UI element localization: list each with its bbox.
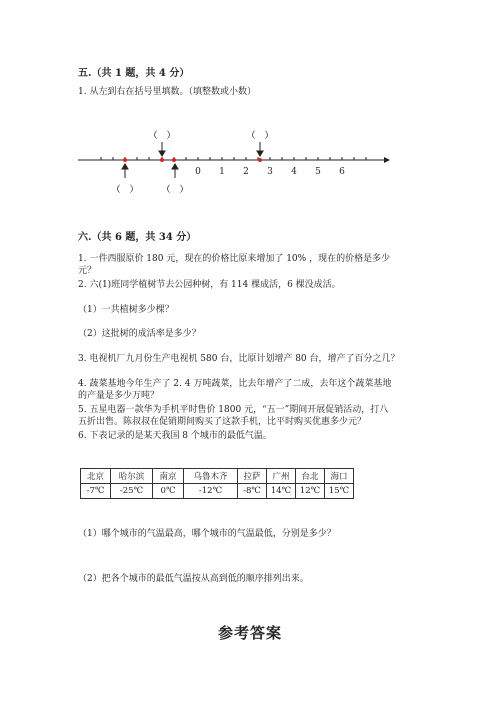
number-line-blank: （ ） [161, 185, 189, 195]
table-cell: -8℃ [238, 484, 267, 499]
svg-text:5: 5 [315, 167, 321, 177]
question-6-6-sub2: （2）把各个城市的最低气温按从高到低的顺序排列出来。 [78, 574, 309, 584]
number-line-blank: （ ） [148, 131, 176, 141]
question-6-2-sub1: （1）一共植树多少棵？ [78, 305, 174, 315]
svg-text:0: 0 [195, 167, 201, 177]
question-6-6: 6. 下表记录的是某天我国 8 个城市的最低气温。 [78, 431, 272, 441]
section-5-heading: 五.（共 1 题，共 4 分） [78, 68, 190, 79]
svg-text:1: 1 [219, 167, 225, 177]
question-6-1-line2: 元？ [78, 266, 97, 276]
table-cell: 南京 [153, 469, 184, 484]
table-cell: 0℃ [153, 484, 184, 499]
number-line-arrowhead [384, 157, 390, 163]
number-line-blank: （ ） [111, 185, 139, 195]
table-cell: -25℃ [111, 484, 153, 499]
svg-text:4: 4 [291, 167, 297, 177]
table-cell: -7℃ [81, 484, 111, 499]
section-6-heading: 六.（共 6 题，共 34 分） [78, 232, 197, 243]
question-6-3: 3. 电视机厂九月份生产电视机 580 台，比原计划增产 80 台，增产了百分之几？ [78, 354, 400, 364]
number-line-blank: （ ） [246, 131, 274, 141]
table-cell: 12℃ [296, 484, 325, 499]
svg-text:6: 6 [339, 167, 345, 177]
table-cell: -12℃ [184, 484, 238, 499]
question-6-6-sub1: （1）哪个城市的气温最高，哪个城市的气温最低，分别是多少？ [78, 529, 336, 539]
table-row [81, 484, 354, 499]
temperature-table [80, 468, 354, 499]
number-line-tick-labels [195, 167, 345, 177]
answer-key-title: 参考答案 [217, 624, 282, 642]
question-6-2: 2. 六(1)班同学植树节去公园种树，有 114 棵成活，6 棵没成活。 [78, 280, 341, 290]
table-cell: 哈尔滨 [111, 469, 153, 484]
table-cell: 广州 [267, 469, 296, 484]
table-cell: 拉萨 [238, 469, 267, 484]
question-5-1: 1. 从左到右在括号里填数。（填整数或小数） [78, 87, 256, 97]
table-cell: 14℃ [267, 484, 296, 499]
table-row [81, 469, 354, 484]
table-cell: 海口 [325, 469, 354, 484]
question-6-4-line1: 4. 蔬菜基地今年生产了 2. 4 万吨蔬菜，比去年增产了二成，去年这个蔬菜基地 [78, 379, 392, 389]
question-6-1-line1: 1. 一件西服原价 180 元，现在的价格比原来增加了 10% ，现在的价格是多少 [78, 254, 391, 264]
table-cell: 乌鲁木齐 [184, 469, 238, 484]
question-6-4-line2: 的产量是多少万吨？ [78, 391, 160, 401]
table-cell: 台北 [296, 469, 325, 484]
svg-text:3: 3 [267, 167, 273, 177]
question-6-5-line1: 5. 五星电器一款华为手机平时售价 1800 元，“五一”期间开展促销活动，打八 [78, 405, 389, 415]
svg-text:2: 2 [243, 167, 249, 177]
table-cell: 15℃ [325, 484, 354, 499]
question-6-5-line2: 五折出售。陈叔叔在促销期间购买了这款手机，比平时购买优惠多少元？ [78, 417, 367, 427]
question-6-2-sub2: （2）这批树的成活率是多少？ [78, 329, 201, 339]
table-cell: 北京 [81, 469, 111, 484]
